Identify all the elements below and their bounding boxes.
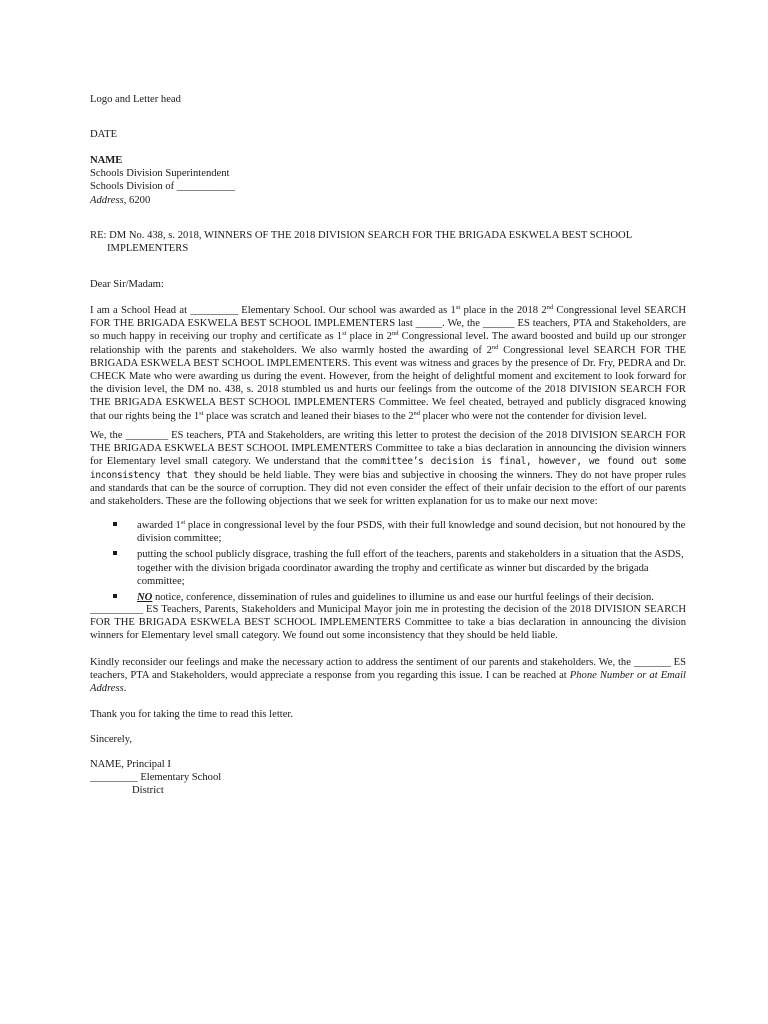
- list-item: awarded 1st place in congressional level by the four PSDS, with their full knowledge and sound decision, but not honoured by the division committee;: [110, 519, 686, 545]
- signature-block: [90, 758, 686, 798]
- contact-placeholder: Phone Number or at Email Address: [90, 670, 686, 695]
- thanks-line: Thank you for taking the time to read this letter.: [90, 709, 293, 720]
- salutation: Dear Sir/Madam:: [90, 279, 164, 290]
- handwritten-text: mittee’s decision is final, however, we found out some inconsistency that they: [90, 456, 686, 481]
- address-label: Address: [90, 194, 124, 206]
- logo-letterhead-placeholder: Logo and Letter head: [90, 94, 181, 105]
- list-item: NO notice, conference, dissemination of rules and guidelines to illumine us and ease our hurtful feelings of their decision.: [110, 591, 686, 604]
- signatory-district: District: [132, 785, 164, 797]
- re-line: [90, 229, 686, 255]
- closing: Sincerely,: [90, 734, 132, 745]
- re-line-2: IMPLEMENTERS: [107, 243, 189, 255]
- paragraph-request: Kindly reconsider our feelings and make the necessary action to address the sentiment of our parents and stakeholders. We, the _______ ES teachers, PTA and Stakeholders, would appreciate a response from you regarding this issue. I can be reached at Phone Number or at Email Address.: [90, 657, 686, 695]
- recipient-title: Schools Division Superintendent: [90, 168, 230, 180]
- paragraph-intro: I am a School Head at _________ Elementary School. Our school was awarded as 1st place in the 2018 2nd Congressional level SEARCH FOR THE BRIGADA ESKWELA BEST SCHOOL IMPLEMENTERS last _____. We, the ______ ES teachers, PTA and Stakeholders, are so much happy in receiving our trophy and certificate as 1st place in 2nd Congressional level. The award boosted and build up our stronger relationship with the parents and stakeholders. We also warmly hosted the awarding of 2nd Congressional level SEARCH FOR THE BRIGADA ESKWELA BEST SCHOOL IMPLEMENTERS. This event was witness and graces by the presence of Dr. Fry, PEDRA and Dr. CHECK Mate who were awarding us during the event. However, from the height of delightful moment and excitement to look forward for the division level, the DM no. 438, s. 2018 stumbled us and hurts our feelings from the outcome of the 2018 DIVISION SEARCH FOR THE BRIGADA ESKWELA BEST SCHOOL IMPLEMENTERS Committee. We feel cheated, betrayed and publicly disgraced knowing that our rights being the 1st place was scratch and leaned their biases to the 2nd placer who were not the contender for division level.: [90, 304, 687, 422]
- recipient-block: [90, 154, 686, 207]
- objections-list: [110, 519, 686, 607]
- bullet-icon: [113, 522, 117, 526]
- recipient-division: Schools Division of ___________: [90, 181, 236, 193]
- bullet-icon: [113, 594, 117, 598]
- signatory-school: _________ Elementary School: [90, 772, 222, 784]
- bullet-icon: [113, 551, 117, 555]
- signatory-name: NAME, Principal I: [90, 759, 171, 770]
- emphasis-no: NO: [137, 592, 153, 604]
- list-item: putting the school publicly disgrace, trashing the full effort of the teachers, parents and stakeholders in a situation that the ASDS, together with the division brigada coordinator awarding the trophy and certificate as winner but discarded by the brigada committee;: [110, 548, 686, 588]
- paragraph-join: __________ ES Teachers, Parents, Stakeholders and Municipal Mayor join me in protesting the decision of the 2018 DIVISION SEARCH FOR THE BRIGADA ESKWELA BEST SCHOOL IMPLEMENTERS Committee to take a bias declaration in announcing the division winners for Elementary level small category. We found out some inconsistency that they should be held liable.: [90, 604, 686, 642]
- paragraph-protest: We, the ________ ES teachers, PTA and Stakeholders, are writing this letter to protest the decision of the 2018 DIVISION SEARCH FOR THE BRIGADA ESKWELA BEST SCHOOL IMPLEMENTERS Committee to take a bias declaration in announcing the division winners for Elementary level small category. We understand that the committee’s decision is final, however, we found out some inconsistency that they should be held liable. They were bias and subjective in choosing the winners. They do not have proper rules and standards that can be the source of corruption. They did not even consider the effect of their unfair decision to the effort of our parents and stakeholders. These are the following objections that we seek for written explanation for us to make our next move:: [90, 430, 686, 508]
- re-line-1: RE: DM No. 438, s. 2018, WINNERS OF THE 2018 DIVISION SEARCH FOR THE BRIGADA ESKWELA BEST SCHOOL: [90, 230, 633, 241]
- date-placeholder: DATE: [90, 129, 118, 140]
- recipient-name: NAME: [90, 155, 123, 166]
- address-zip: , 6200: [123, 194, 151, 206]
- recipient-address: [90, 194, 686, 207]
